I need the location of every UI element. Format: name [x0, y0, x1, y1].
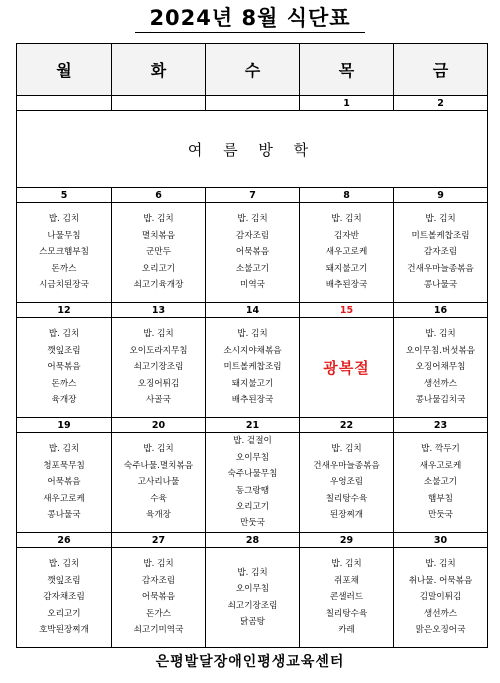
- menu-item: 숙주나물무침: [227, 469, 278, 480]
- menu-cell: [394, 318, 488, 418]
- menu-item: 쇠고기장조림: [227, 600, 278, 611]
- date-cell: 6: [112, 188, 206, 203]
- menu-item: 밥. 김치: [237, 214, 268, 225]
- menu-cell: [206, 433, 300, 533]
- menu-item: 오징어채무침: [415, 362, 466, 373]
- menu-item: 칠리탕수육: [325, 493, 368, 504]
- footer-center-name: 은평발달장애인평생교육센터: [155, 654, 345, 670]
- menu-cell: [300, 433, 394, 533]
- menu-item: 밥. 김치: [143, 559, 174, 570]
- menu-item: 밥. 김치: [48, 444, 80, 455]
- menu-cell: [17, 318, 112, 418]
- date-row: [17, 188, 488, 203]
- menu-item: 밥. 깍두기: [421, 444, 460, 455]
- menu-item: 수육: [150, 493, 167, 504]
- date-cell: [17, 96, 112, 111]
- menu-item: 어묵볶음: [47, 477, 81, 488]
- date-cell: 5: [17, 188, 112, 203]
- menu-item: 생선까스: [423, 378, 458, 389]
- menu-item: 우엉조림: [329, 477, 364, 488]
- date-cell: 15: [300, 303, 394, 318]
- menu-item: 건새우마늘종볶음: [407, 263, 474, 274]
- menu-cell: [17, 203, 112, 303]
- menu-item: 건새우마늘종볶음: [313, 460, 380, 471]
- menu-item: 소불고기: [235, 263, 270, 274]
- menu-item: 오이도라지무침: [129, 345, 188, 356]
- menu-item: 어묵볶음: [141, 592, 176, 603]
- vacation-row: [17, 111, 488, 188]
- menu-item: 콩나물국: [423, 280, 458, 291]
- menu-item: 밥. 김치: [48, 559, 80, 570]
- menu-item: 콘샐러드: [329, 592, 364, 603]
- menu-row: [17, 548, 488, 648]
- summer-vacation-banner: 여 름 방 학: [17, 111, 488, 188]
- holiday-label: 광복절: [323, 359, 370, 377]
- menu-row: [17, 203, 488, 303]
- menu-item: 된장찌개: [329, 510, 364, 521]
- menu-item: 오이무침.버섯볶음: [405, 345, 476, 356]
- menu-item: 김자반: [334, 230, 359, 241]
- menu-item: 콩나물국: [47, 510, 81, 521]
- menu-item: 미역국: [240, 280, 265, 291]
- date-cell: 29: [300, 533, 394, 548]
- date-cell: 23: [394, 418, 488, 433]
- menu-item: 김말이튀김: [419, 592, 462, 603]
- date-cell: [112, 96, 206, 111]
- date-cell: 2: [394, 96, 488, 111]
- date-cell: [206, 96, 300, 111]
- menu-item: 오이무침: [235, 584, 270, 595]
- menu-item: 밥. 겉절이: [233, 436, 272, 447]
- menu-item: 숙주나물.멸치볶음: [123, 460, 194, 471]
- menu-item: 쇠고기장조림: [133, 362, 184, 373]
- menu-item: 오징어튀김: [137, 378, 180, 389]
- date-row: [17, 96, 488, 111]
- menu-item: 오리고기: [235, 501, 270, 512]
- menu-cell: [17, 548, 112, 648]
- menu-item: 시금치된장국: [39, 280, 89, 291]
- menu-item: 만둣국: [428, 510, 453, 521]
- date-row: [17, 533, 488, 548]
- menu-item: 깻잎조림: [47, 575, 81, 586]
- menu-item: 청포묵무침: [43, 460, 85, 471]
- menu-item: 쇠고기육개장: [133, 280, 184, 291]
- menu-item: 만둣국: [240, 518, 265, 529]
- menu-cell: [206, 318, 300, 418]
- menu-item: 쇠고기미역국: [133, 625, 184, 636]
- menu-cell: [394, 203, 488, 303]
- menu-row: [17, 433, 488, 533]
- menu-item: 밥. 김치: [331, 214, 362, 225]
- menu-item: 밥. 김치: [237, 329, 268, 340]
- menu-item: 육개장: [51, 395, 77, 406]
- date-cell: 14: [206, 303, 300, 318]
- menu-item: 밥. 김치: [143, 214, 174, 225]
- menu-item: 감자채조림: [43, 592, 85, 603]
- weekday-header: 월: [17, 44, 112, 96]
- menu-item: 미트볼케찹조림: [223, 362, 282, 373]
- menu-item: 멸치볶음: [141, 230, 176, 241]
- menu-item: 밥. 김치: [237, 567, 268, 578]
- date-cell: 27: [112, 533, 206, 548]
- menu-row: [17, 318, 488, 418]
- menu-item: 밥. 김치: [331, 444, 362, 455]
- weekday-header: 목: [300, 44, 394, 96]
- menu-item: 사골국: [146, 395, 171, 406]
- weekday-header: 금: [394, 44, 488, 96]
- menu-item: 밥. 김치: [143, 329, 174, 340]
- menu-item: 배추된장국: [325, 280, 368, 291]
- date-cell: 28: [206, 533, 300, 548]
- date-cell: 19: [17, 418, 112, 433]
- menu-cell: [206, 548, 300, 648]
- menu-item: 미트볼케찹조림: [411, 230, 470, 241]
- weekday-header: 화: [112, 44, 206, 96]
- menu-cell: [112, 318, 206, 418]
- menu-cell: [300, 318, 394, 418]
- menu-item: 돼지불고기: [325, 263, 368, 274]
- date-row: [17, 303, 488, 318]
- date-cell: 7: [206, 188, 300, 203]
- date-cell: 13: [112, 303, 206, 318]
- calendar-body: [17, 96, 488, 648]
- meal-calendar: [16, 43, 488, 648]
- menu-item: 밥. 김치: [425, 329, 456, 340]
- menu-item: 칠리탕수육: [325, 608, 368, 619]
- date-cell: 9: [394, 188, 488, 203]
- menu-item: 소불고기: [423, 477, 458, 488]
- menu-cell: [17, 433, 112, 533]
- menu-item: 닭곰탕: [240, 616, 265, 627]
- menu-cell: [206, 203, 300, 303]
- menu-item: 깻잎조림: [47, 345, 81, 356]
- menu-item: 취나물. 어묵볶음: [408, 575, 473, 586]
- menu-item: 어묵볶음: [235, 247, 270, 258]
- menu-item: 쥐포채: [334, 575, 359, 586]
- date-cell: 20: [112, 418, 206, 433]
- menu-item: 햄부침: [428, 493, 453, 504]
- date-cell: 16: [394, 303, 488, 318]
- menu-item: 새우고로케: [43, 493, 85, 504]
- menu-item: 돈가스: [146, 608, 171, 619]
- menu-item: 호박된장찌개: [39, 625, 89, 636]
- menu-item: 고사리나물: [137, 477, 180, 488]
- menu-item: 돈까스: [51, 378, 77, 389]
- menu-item: 생선까스: [423, 608, 458, 619]
- title-wrap: [0, 5, 500, 33]
- menu-item: 돼지불고기: [231, 378, 274, 389]
- menu-item: 어묵볶음: [47, 362, 81, 373]
- menu-item: 새우고로케: [419, 460, 462, 471]
- menu-item: 군만두: [146, 247, 171, 258]
- menu-cell: [112, 433, 206, 533]
- date-cell: 8: [300, 188, 394, 203]
- menu-cell: [112, 203, 206, 303]
- menu-item: 콩나물김치국: [415, 395, 466, 406]
- menu-cell: [300, 203, 394, 303]
- menu-item: 맑은오징어국: [415, 625, 466, 636]
- menu-item: 스모크햄부침: [39, 247, 89, 258]
- menu-item: 감자조림: [141, 575, 176, 586]
- date-cell: 30: [394, 533, 488, 548]
- menu-item: 오이무침: [235, 452, 270, 463]
- menu-item: 밥. 김치: [48, 214, 80, 225]
- menu-item: 오리고기: [47, 608, 81, 619]
- menu-item: 오리고기: [141, 263, 176, 274]
- menu-item: 카레: [338, 625, 355, 636]
- menu-cell: [394, 548, 488, 648]
- menu-item: 밥. 김치: [331, 559, 362, 570]
- date-cell: 26: [17, 533, 112, 548]
- menu-item: 밥. 김치: [48, 329, 80, 340]
- menu-item: 밥. 김치: [143, 444, 174, 455]
- page-title: 2024년 8월 식단표: [135, 5, 364, 33]
- menu-item: 밥. 김치: [425, 559, 456, 570]
- weekday-header: 수: [206, 44, 300, 96]
- menu-cell: [112, 548, 206, 648]
- date-cell: 1: [300, 96, 394, 111]
- date-row: [17, 418, 488, 433]
- menu-item: 감자조림: [423, 247, 458, 258]
- menu-item: 육개장: [146, 510, 171, 521]
- menu-cell: [300, 548, 394, 648]
- menu-item: 동그랑땡: [235, 485, 270, 496]
- menu-item: 나물무침: [47, 230, 81, 241]
- menu-item: 배추된장국: [231, 395, 274, 406]
- menu-item: 돈까스: [51, 263, 77, 274]
- menu-item: 새우고로케: [325, 247, 368, 258]
- date-cell: 21: [206, 418, 300, 433]
- date-cell: 22: [300, 418, 394, 433]
- menu-item: 감자조림: [235, 230, 270, 241]
- weekday-header-row: [17, 44, 488, 96]
- menu-item: 소시지야채볶음: [223, 345, 282, 356]
- menu-cell: [394, 433, 488, 533]
- date-cell: 12: [17, 303, 112, 318]
- menu-item: 밥. 김치: [425, 214, 456, 225]
